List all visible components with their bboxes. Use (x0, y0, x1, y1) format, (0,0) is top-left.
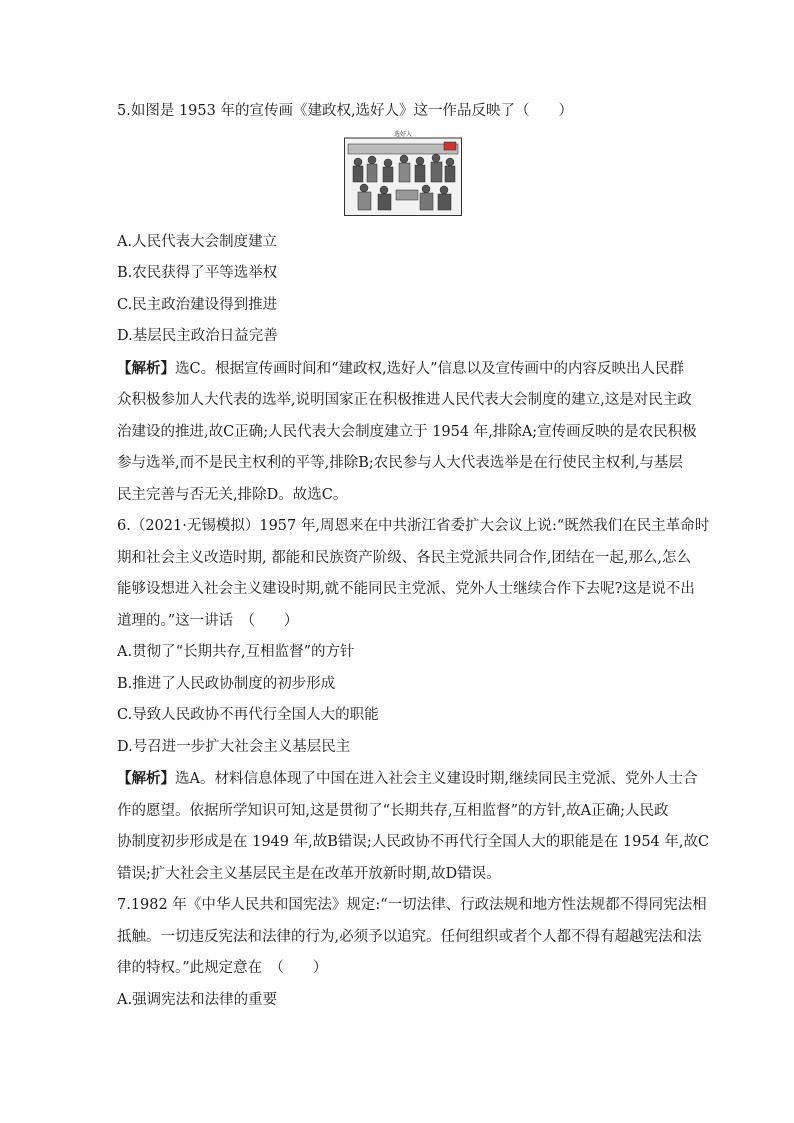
q7-stem-line-3: 律的特权。”此规定意在 （ ） (117, 960, 328, 976)
q5-option-b: B.农民获得了平等选举权 (117, 265, 278, 281)
q5-analysis-line-5: 民主完善与否无关,排除D。故选C。 (117, 486, 348, 503)
q6-stem-line-4: 道理的。”这一讲话 （ ） (117, 612, 299, 629)
q7-stem-line-1: 7.1982 年《中华人民共和国宪法》规定:“一切法律、行政法规和地方性法规都不得同宪法相 (117, 897, 707, 913)
q6-option-a: A.贯彻了“长期共存,互相监督”的方针 (117, 644, 355, 660)
q7-option-a: A.强调宪法和法律的重要 (117, 991, 278, 1008)
q6-stem-line-1: 6.（2021·无锡模拟）1957 年,周恩来在中共浙江省委扩大会议上说:“既然我们在民主革命时 (117, 518, 710, 534)
analysis-tag: 【解析】 (117, 770, 175, 787)
document-page (117, 96, 710, 1016)
q5-analysis-text-1: 选C。根据宣传画时间和“建政权,选好人”信息以及宣传画中的内容反映出人民群 (175, 360, 685, 377)
q5-analysis-line-3: 治建设的推进,故C正确;人民代表大会制度建立于 1954 年,排除A;宣传画反映的是农民积极 (117, 423, 697, 440)
q5-option-a: A.人民代表大会制度建立 (117, 233, 278, 250)
q5-analysis-line-4: 参与选举,而不是民主权利的平等,排除B;农民参与人大代表选举是在行使民主权利,与基层 (117, 455, 683, 471)
q5-stem: 5.如图是 1953 年的宣传画《建政权,选好人》这一作品反映了（ ） (117, 103, 574, 119)
q7-stem-line-2: 抵触。一切违反宪法和法律的行为,必须予以追究。任何组织或者个人都不得有超越宪法和法 (117, 928, 702, 945)
q5-option-c: C.民主政治建设得到推进 (117, 296, 278, 313)
q6-option-c: C.导致人民政协不再代行全国人大的职能 (117, 707, 379, 723)
poster-caption: 选好人 (393, 130, 413, 138)
q6-option-b: B.推进了人民政协制度的初步形成 (117, 675, 336, 692)
q6-analysis-line-2: 作的愿望。依据所学知识可知,这是贯彻了“长期共存,互相监督”的方针,故A正确;人民政 (117, 802, 669, 819)
analysis-tag: 【解析】 (117, 359, 175, 377)
q5-option-d: D.基层民主政治日益完善 (117, 328, 278, 344)
q5-analysis-line-1 (117, 353, 689, 386)
q6-analysis-text-1: 选A。材料信息体现了中国在进入社会主义建设时期,继续同民主党派、党外人士合 (175, 771, 698, 787)
q6-analysis-line-1 (117, 763, 698, 796)
q6-option-d: D.号召进一步扩大社会主义基层民主 (117, 738, 351, 755)
q6-stem-line-3: 能够设想进入社会主义建设时期,就不能同民主党派、党外人士继续合作下去呢?这是说不出 (117, 581, 695, 597)
poster-figure (117, 128, 689, 222)
propaganda-poster-image (344, 130, 462, 216)
q5-analysis-line-2: 众积极参加人大代表的选举,说明国家正在积极推进人民代表大会制度的建立,这是对民主政 (117, 392, 692, 408)
q6-analysis-line-3: 协制度初步形成是在 1949 年,故B错误;人民政协不再代行全国人大的职能是在 1954 年,故C (117, 834, 710, 850)
q6-stem-line-2: 期和社会主义改造时期, 都能和民族资产阶级、各民主党派共同合作,团结在一起,那么,怎么 (117, 549, 692, 566)
q6-analysis-line-4: 错误;扩大社会主义基层民主是在改革开放新时期,故D错误。 (117, 865, 501, 882)
